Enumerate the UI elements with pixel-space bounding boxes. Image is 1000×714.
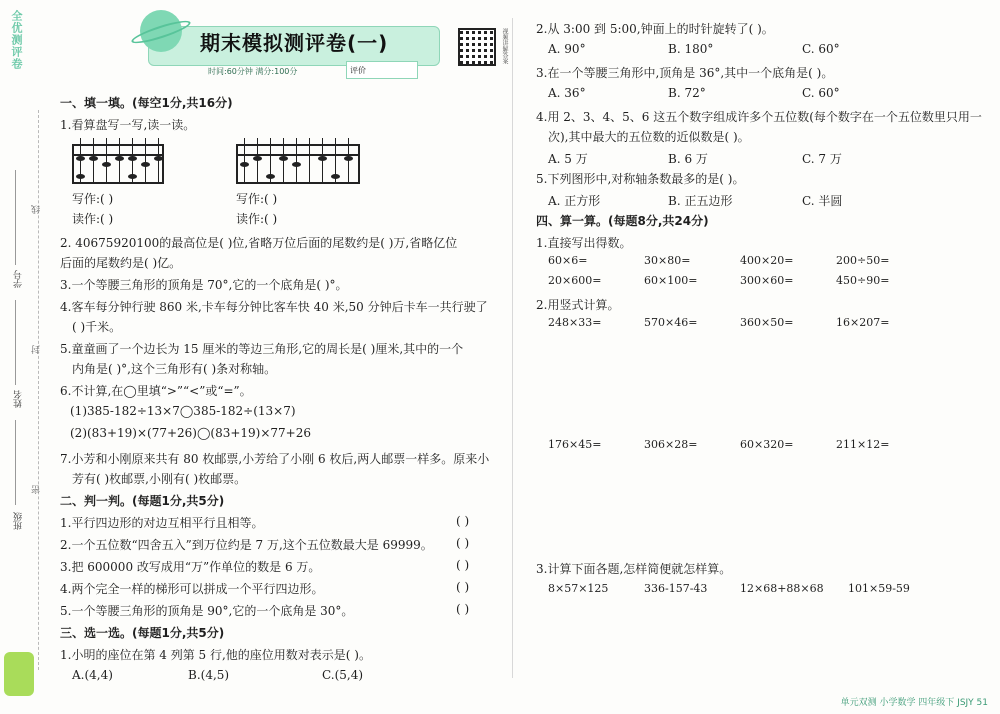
mental-calc-item[interactable]: 300×60= xyxy=(740,274,794,287)
choice-option[interactable]: A. 36° xyxy=(548,86,586,100)
seal-mark: 线 xyxy=(32,205,42,214)
question-text: 2. 40675920100的最高位是( )位,省略万位后面的尾数约是( )万,省略亿位 xyxy=(60,236,458,250)
read-field-1[interactable]: 读作:( ) xyxy=(72,212,114,226)
abacus-1 xyxy=(72,138,164,184)
mental-calc-item[interactable]: 20×600= xyxy=(548,274,602,287)
mental-calc-item[interactable]: 60×100= xyxy=(644,274,698,287)
question-text: 3.计算下面各题,怎样简便就怎样算。 xyxy=(536,562,732,576)
choice-question: 1.小明的座位在第 4 列第 5 行,他的座位用数对表示是( )。 xyxy=(60,648,371,662)
vertical-calc-item[interactable]: 176×45= xyxy=(548,438,602,451)
mental-calc-item[interactable]: 30×80= xyxy=(644,254,691,267)
name-label: 姓名 xyxy=(14,390,24,408)
judge-item: 5.一个等腰三角形的顶角是 90°,它的一个底角是 30°。 xyxy=(60,604,354,618)
exam-header xyxy=(140,10,440,76)
section-title: 四、算一算。(每题8分,共24分) xyxy=(536,214,709,228)
vertical-calc-item[interactable]: 360×50= xyxy=(740,316,794,329)
section-title: 一、填一填。(每空1分,共16分) xyxy=(60,96,233,110)
binding-strip xyxy=(0,0,44,714)
choice-question: 次),其中最大的五位数的近似数是( )。 xyxy=(548,130,750,144)
choice-option[interactable]: A. 90° xyxy=(548,42,586,56)
score-box xyxy=(346,61,418,79)
question-text: 5.童童画了一个边长为 15 厘米的等边三角形,它的周长是( )厘米,其中的一个 xyxy=(60,342,464,356)
question-text: 2.用竖式计算。 xyxy=(536,298,620,312)
seal-mark: 密 xyxy=(32,485,42,494)
judge-answer-box[interactable]: ( ) xyxy=(456,580,470,594)
read-field-2[interactable]: 读作:( ) xyxy=(236,212,278,226)
choice-option[interactable]: C. 60° xyxy=(802,42,840,56)
page-title: 期末模拟测评卷(一) xyxy=(200,31,389,55)
column-divider xyxy=(512,18,513,678)
question-text: 芳有( )枚邮票,小刚有( )枚邮票。 xyxy=(72,472,247,486)
compare-item: (2)(83+19)×(77+26)◯(83+19)×77+26 xyxy=(70,426,312,440)
choice-option[interactable]: A.(4,4) xyxy=(72,668,113,682)
judge-item: 4.两个完全一样的梯形可以拼成一个平行四边形。 xyxy=(60,582,324,596)
choice-option[interactable]: C. 7 万 xyxy=(802,152,842,166)
judge-item: 2.一个五位数“四舍五入”到万位约是 7 万,这个五位数最大是 69999。 xyxy=(60,538,433,552)
name-line xyxy=(15,300,16,385)
question-text: 3.一个等腰三角形的顶角是 70°,它的一个底角是( )°。 xyxy=(60,278,348,292)
choice-option[interactable]: A. 正方形 xyxy=(548,194,601,208)
judge-answer-box[interactable]: ( ) xyxy=(456,558,470,572)
simplify-calc-item[interactable]: 336-157-43 xyxy=(644,582,708,595)
vertical-calc-item[interactable]: 306×28= xyxy=(644,438,698,451)
brand-label: 全优测评卷 xyxy=(10,10,23,70)
exam-meta: 时间:60分钟 满分:100分 xyxy=(208,67,298,76)
vertical-calc-item[interactable]: 570×46= xyxy=(644,316,698,329)
write-field-2[interactable]: 写作:( ) xyxy=(236,192,278,206)
judge-item: 1.平行四边形的对边互相平行且相等。 xyxy=(60,516,264,530)
question-text: 内角是( )°,这个三角形有( )条对称轴。 xyxy=(72,362,277,376)
mental-calc-item[interactable]: 400×20= xyxy=(740,254,794,267)
simplify-calc-item[interactable]: 101×59-59 xyxy=(848,582,910,595)
abacus-2 xyxy=(236,138,360,184)
logo-badge xyxy=(4,652,34,696)
question-text: 6.不计算,在◯里填“>”“<”或“=”。 xyxy=(60,384,252,398)
vertical-calc-item[interactable]: 16×207= xyxy=(836,316,890,329)
compare-item: (1)385-182÷13×7◯385-182÷(13×7) xyxy=(70,404,296,418)
mental-calc-item[interactable]: 200÷50= xyxy=(836,254,890,267)
question-text: 4.客车每分钟行驶 860 米,卡车每分钟比客车快 40 米,50 分钟后卡车一共行驶了 xyxy=(60,300,488,314)
section-title: 三、选一选。(每题1分,共5分) xyxy=(60,626,225,640)
choice-option[interactable]: A. 5 万 xyxy=(548,152,588,166)
write-field-1[interactable]: 写作:( ) xyxy=(72,192,114,206)
choice-option[interactable]: B. 72° xyxy=(668,86,706,100)
mental-calc-item[interactable]: 450÷90= xyxy=(836,274,890,287)
class-line xyxy=(15,420,16,505)
judge-item: 3.把 600000 改写成用“万”作单位的数是 6 万。 xyxy=(60,560,321,574)
page-footer: 单元双测 小学数学 四年级下 JSJY 51 xyxy=(840,698,988,708)
choice-option[interactable]: C. 60° xyxy=(802,86,840,100)
question-text: 7.小芳和小刚原来共有 80 枚邮票,小芳给了小刚 6 枚后,两人邮票一样多。原来小 xyxy=(60,452,490,466)
choice-option[interactable]: B. 6 万 xyxy=(668,152,708,166)
choice-option[interactable]: C.(5,4) xyxy=(322,668,364,682)
student-number-label: 学号 xyxy=(14,270,24,288)
choice-question: 3.在一个等腰三角形中,顶角是 36°,其中一个底角是( )。 xyxy=(536,66,834,80)
question-text: 1.直接写出得数。 xyxy=(536,236,632,250)
judge-answer-box[interactable]: ( ) xyxy=(456,514,470,528)
class-label: 班级 xyxy=(14,512,24,530)
simplify-calc-item[interactable]: 8×57×125 xyxy=(548,582,609,595)
simplify-calc-item[interactable]: 12×68+88×68 xyxy=(740,582,824,595)
seal-mark: 封 xyxy=(32,345,42,354)
question-text: 后面的尾数约是( )亿。 xyxy=(60,256,182,270)
student-number-line xyxy=(15,170,16,265)
question-text: ( )千米。 xyxy=(72,320,122,334)
judge-answer-box[interactable]: ( ) xyxy=(456,536,470,550)
qr-note: 视频讲解答案 xyxy=(501,28,508,64)
choice-question: 5.下列图形中,对称轴条数最多的是( )。 xyxy=(536,172,745,186)
choice-question: 4.用 2、3、4、5、6 这五个数字组成许多个五位数(每个数字在一个五位数里只用一 xyxy=(536,110,982,124)
mental-calc-item[interactable]: 60×6= xyxy=(548,254,588,267)
choice-option[interactable]: B. 180° xyxy=(668,42,714,56)
choice-option[interactable]: C. 半圆 xyxy=(802,194,843,208)
qr-code-icon[interactable] xyxy=(458,28,496,66)
choice-question: 2.从 3:00 到 5:00,钟面上的时针旋转了( )。 xyxy=(536,22,774,36)
question-text: 1.看算盘写一写,读一读。 xyxy=(60,118,196,132)
cut-line xyxy=(38,110,39,670)
vertical-calc-item[interactable]: 211×12= xyxy=(836,438,890,451)
vertical-calc-item[interactable]: 60×320= xyxy=(740,438,794,451)
vertical-calc-item[interactable]: 248×33= xyxy=(548,316,602,329)
score-label: 评价 xyxy=(350,66,366,75)
section-title: 二、判一判。(每题1分,共5分) xyxy=(60,494,225,508)
choice-option[interactable]: B. 正五边形 xyxy=(668,194,733,208)
choice-option[interactable]: B.(4,5) xyxy=(188,668,230,682)
judge-answer-box[interactable]: ( ) xyxy=(456,602,470,616)
